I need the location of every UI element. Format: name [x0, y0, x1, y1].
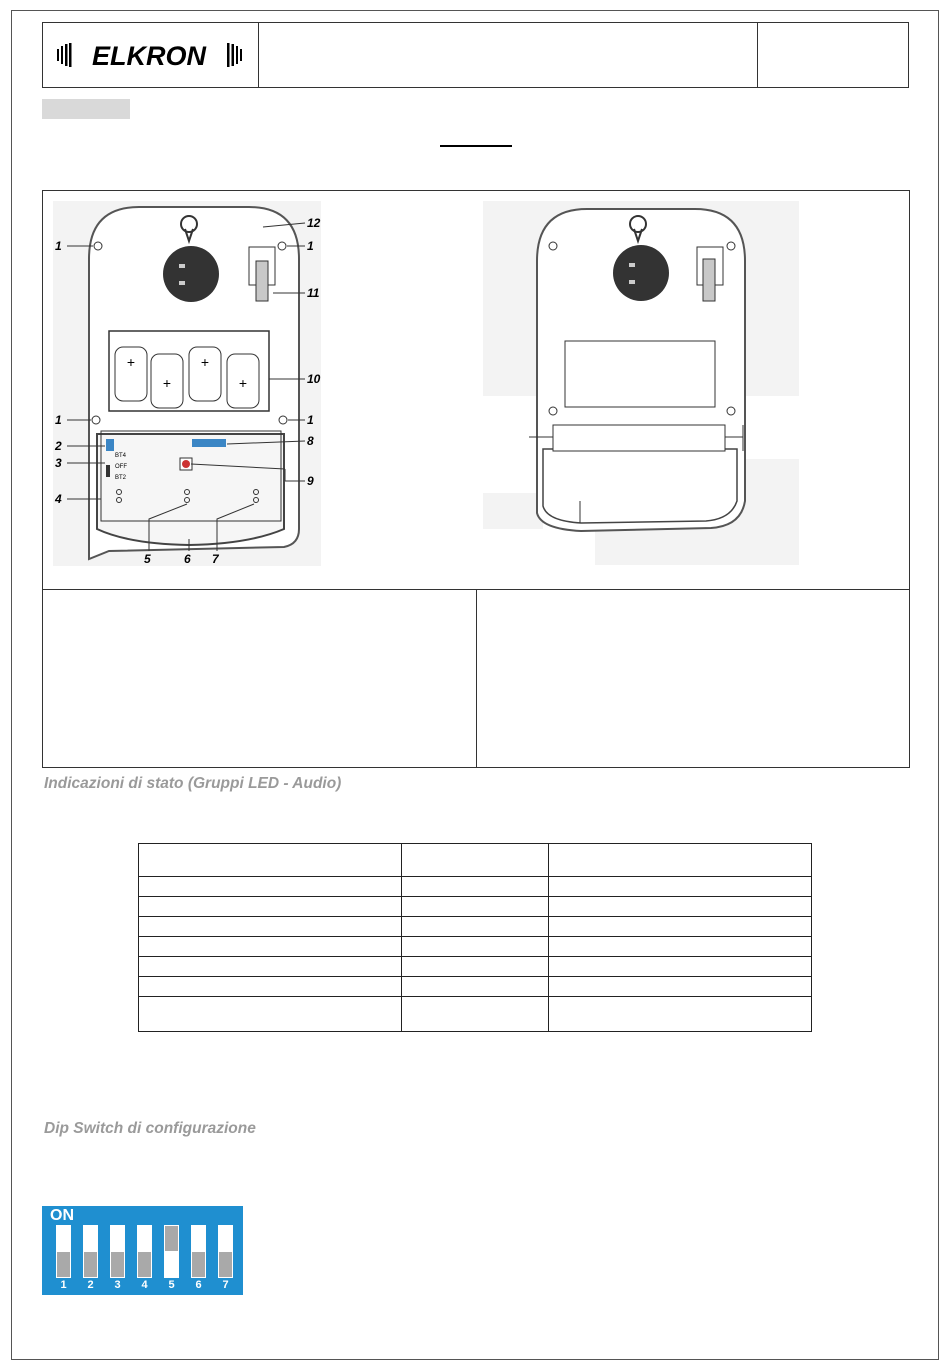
dip-switch-number: 4	[141, 1279, 148, 1291]
callout-4: 4	[55, 492, 62, 506]
device-open-drawing	[49, 199, 349, 579]
callout-9: 9	[307, 474, 314, 488]
table-cell	[549, 917, 812, 937]
device-figure	[42, 190, 910, 590]
callout-10: 10	[307, 372, 321, 386]
dip-switch-1[interactable]	[56, 1225, 71, 1278]
device-closed-drawing	[481, 201, 801, 571]
board-label-bt2: BT2	[115, 475, 127, 481]
table-cell	[139, 897, 402, 917]
dip-switch-number: 5	[168, 1279, 175, 1291]
callout-1a: 1	[55, 239, 62, 253]
table-cell	[139, 917, 402, 937]
callout-11: 11	[307, 286, 320, 300]
dip-switch-knob	[219, 1252, 232, 1277]
table-cell	[401, 897, 549, 917]
dip-switch-number: 7	[222, 1279, 229, 1291]
table-cell	[139, 977, 402, 997]
dip-switch-knob	[84, 1252, 97, 1277]
caption-right	[476, 590, 910, 767]
callout-8: 8	[307, 434, 314, 448]
table-cell	[139, 844, 402, 877]
table-cell	[401, 937, 549, 957]
dip-on-label: ON	[50, 1207, 74, 1224]
table-cell	[139, 997, 402, 1032]
callout-3: 3	[55, 456, 62, 470]
callout-1b: 1	[307, 239, 314, 253]
table-header-row	[139, 844, 812, 877]
table-row	[139, 897, 812, 917]
figure-caption-row	[42, 589, 910, 768]
table-cell	[549, 877, 812, 897]
dip-switch-6[interactable]	[191, 1225, 206, 1278]
callout-6: 6	[184, 552, 191, 566]
callout-1d: 1	[307, 413, 314, 427]
svg-text:+: +	[126, 354, 136, 370]
table-row	[139, 997, 812, 1032]
led-section-heading: Indicazioni di stato (Gruppi LED - Audio)	[44, 775, 342, 792]
table-cell	[549, 997, 812, 1032]
callout-7: 7	[212, 552, 219, 566]
board-label-bt4: BT4	[115, 453, 127, 459]
dip-switch-knob	[57, 1252, 70, 1277]
dip-switch-3[interactable]	[110, 1225, 125, 1278]
table-cell	[401, 977, 549, 997]
dip-switch-4[interactable]	[137, 1225, 152, 1278]
table-row	[139, 957, 812, 977]
table-cell	[139, 877, 402, 897]
document-header	[42, 22, 909, 88]
elkron-logo-icon	[51, 35, 251, 75]
dip-switch-number: 6	[195, 1279, 202, 1291]
table-cell	[401, 917, 549, 937]
dip-section-heading: Dip Switch di configurazione	[44, 1120, 256, 1137]
svg-text:+: +	[238, 375, 248, 391]
caption-left	[43, 590, 476, 767]
led-status-table	[138, 843, 812, 1032]
table-row	[139, 977, 812, 997]
table-cell	[401, 957, 549, 977]
table-cell	[549, 957, 812, 977]
table-cell	[401, 844, 549, 877]
table-cell	[401, 997, 549, 1032]
dip-switch-number: 2	[87, 1279, 94, 1291]
table-cell	[139, 957, 402, 977]
table-row	[139, 917, 812, 937]
header-info-cell	[758, 23, 908, 87]
table-row	[139, 937, 812, 957]
table-cell	[401, 877, 549, 897]
table-cell	[549, 897, 812, 917]
table-cell	[549, 844, 812, 877]
dip-switch-knob	[138, 1252, 151, 1277]
table-cell	[549, 937, 812, 957]
dip-switch-knob	[192, 1252, 205, 1277]
logo-text: ELKRON	[91, 41, 206, 71]
callout-12: 12	[307, 216, 321, 230]
board-label-off: OFF	[115, 464, 127, 470]
table-row	[139, 877, 812, 897]
grey-label-block	[42, 99, 130, 119]
dip-switch-block	[42, 1206, 243, 1295]
dip-switch-number: 3	[114, 1279, 121, 1291]
callout-1c: 1	[55, 413, 62, 427]
elkron-logo	[43, 23, 259, 87]
svg-text:+: +	[162, 375, 172, 391]
callout-5: 5	[144, 552, 151, 566]
dip-switch-knob	[165, 1226, 178, 1251]
table-cell	[549, 977, 812, 997]
svg-text:+: +	[200, 354, 210, 370]
dip-switch-2[interactable]	[83, 1225, 98, 1278]
dip-switch-knob	[111, 1252, 124, 1277]
dip-switch-number: 1	[60, 1279, 67, 1291]
dip-switch-7[interactable]	[218, 1225, 233, 1278]
table-cell	[139, 937, 402, 957]
dip-switch-5[interactable]	[164, 1225, 179, 1278]
callout-2: 2	[55, 439, 62, 453]
title-underline	[440, 145, 512, 147]
header-title-cell	[259, 23, 758, 87]
